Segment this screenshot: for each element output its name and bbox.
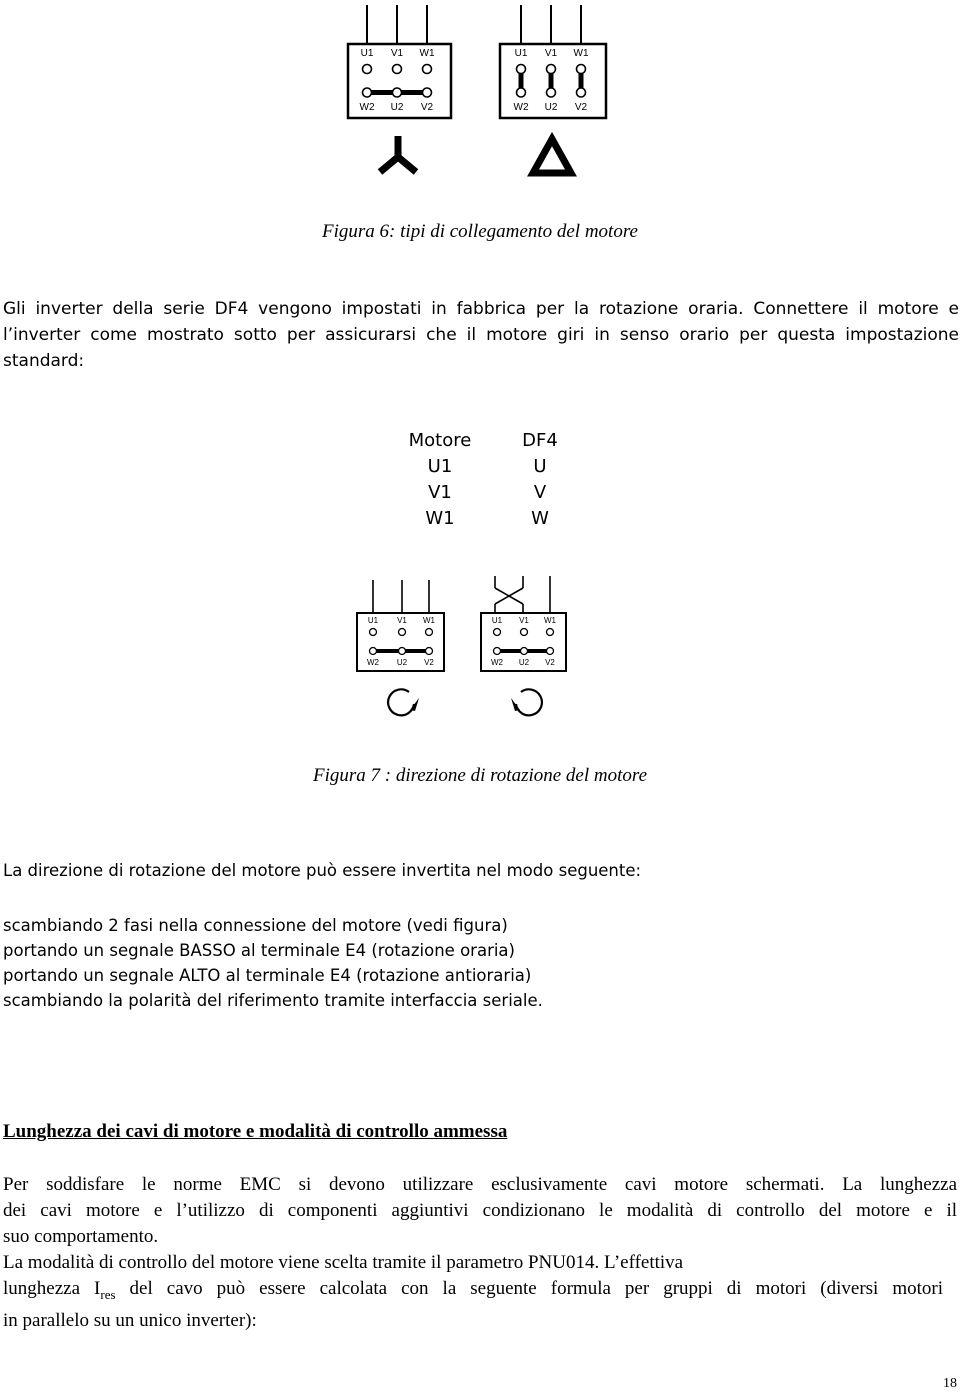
terminal-label-u1: U1 [367, 616, 379, 625]
intro-line-3: standard: [3, 351, 85, 371]
cables-p2-subscript: res [100, 1286, 116, 1302]
star-symbol-icon [380, 136, 416, 172]
intro-line-2: l’inverter come mostrato sotto per assicurarsi che il motore giri in senso orario per questa impostazione [3, 325, 959, 345]
intro-line-1: Gli inverter della serie DF4 vengono impostati in fabbrica per la rotazione oraria. Connettere il motore e [3, 299, 959, 319]
cables-heading: Lunghezza dei cavi di motore e modalità di controllo ammessa [3, 1121, 508, 1142]
cables-p2-line-3: in parallelo su un unico inverter): [3, 1309, 257, 1331]
direction-item: scambiando 2 fasi nella connessione del motore (vedi figura) [3, 916, 508, 935]
terminal-label-u1: U1 [360, 48, 374, 59]
terminal-box-counterclockwise [481, 576, 566, 671]
terminal-label-v1: V1 [390, 48, 404, 59]
terminal-label-v2: V2 [545, 658, 555, 667]
terminal-label-w2: W2 [513, 102, 529, 113]
terminal-label-w2: W2 [491, 658, 503, 667]
cables-p2-line-2-pre: lunghezza I [3, 1278, 101, 1299]
direction-list [3, 913, 543, 1013]
terminal-label-v1: V1 [544, 48, 558, 59]
figure7-diagram [345, 572, 585, 727]
mapping-cell-df4: V [533, 482, 547, 503]
cables-p2-line-1: La modalità di controllo del motore viene scelta tramite il parametro PNU014. L’effettiva [3, 1252, 684, 1273]
terminal-box-delta [500, 5, 606, 118]
terminal-label-u2: U2 [396, 658, 408, 667]
terminal-label-u2: U2 [544, 102, 558, 113]
terminal-label-w1: W1 [423, 616, 435, 625]
terminal-label-v2: V2 [574, 102, 588, 113]
rotation-clockwise-icon [388, 689, 419, 715]
cables-p1-line-2: dei cavi motore e l’utilizzo di componenti aggiuntivi condizionano le modalità di controllo del motore e il [3, 1200, 957, 1221]
cables-p1-line-1: Per soddisfare le norme EMC si devono utilizzare esclusivamente cavi motore schermati. La lunghezza [3, 1174, 957, 1195]
intro-paragraph [3, 296, 959, 374]
mapping-cell-motor: W1 [425, 508, 455, 529]
terminal-label-w1: W1 [419, 48, 435, 59]
mapping-header-motore: Motore [408, 430, 472, 451]
terminal-label-u1: U1 [514, 48, 528, 59]
cables-p1-line-3: suo comportamento. [3, 1226, 159, 1247]
page-number: 18 [943, 1376, 957, 1391]
direction-intro: La direzione di rotazione del motore può essere invertita nel modo seguente: [3, 861, 642, 880]
figure6-diagram [330, 0, 630, 185]
cables-p2-line-2 [3, 1276, 943, 1308]
figure7-caption: Figura 7 : direzione di rotazione del motore [312, 765, 648, 786]
cables-paragraph-1 [3, 1172, 957, 1250]
delta-symbol-icon [533, 139, 571, 173]
terminal-label-w2: W2 [359, 102, 375, 113]
mapping-header-df4: DF4 [522, 430, 558, 451]
terminal-label-v2: V2 [420, 102, 434, 113]
rotation-counterclockwise-icon [511, 689, 542, 715]
mapping-cell-motor: V1 [428, 482, 452, 503]
terminal-label-u1: U1 [491, 616, 503, 625]
mapping-cell-df4: U [533, 456, 547, 477]
direction-item: portando un segnale ALTO al terminale E4 (rotazione antioraria) [3, 966, 532, 985]
direction-item: scambiando la polarità del riferimento tramite interfaccia seriale. [3, 991, 543, 1010]
mapping-cell-motor: U1 [427, 456, 453, 477]
cables-paragraph-2 [3, 1250, 943, 1334]
terminal-label-w2: W2 [367, 658, 379, 667]
direction-item: portando un segnale BASSO al terminale E4 (rotazione oraria) [3, 941, 515, 960]
terminal-label-v2: V2 [424, 658, 434, 667]
terminal-label-w1: W1 [573, 48, 589, 59]
terminal-label-v1: V1 [397, 616, 407, 625]
terminal-box-clockwise [357, 580, 444, 671]
figure6-caption: Figura 6: tipi di collegamento del motore [322, 221, 638, 242]
mapping-table [380, 428, 580, 532]
terminal-label-u2: U2 [518, 658, 530, 667]
terminal-label-v1: V1 [519, 616, 529, 625]
terminal-label-w1: W1 [544, 616, 556, 625]
cables-p2-line-2-post: del cavo può essere calcolata con la seguente formula per gruppi di motori (diversi motori [115, 1278, 943, 1299]
mapping-cell-df4: W [531, 508, 549, 529]
terminal-box-star [348, 5, 451, 118]
terminal-label-u2: U2 [390, 102, 404, 113]
